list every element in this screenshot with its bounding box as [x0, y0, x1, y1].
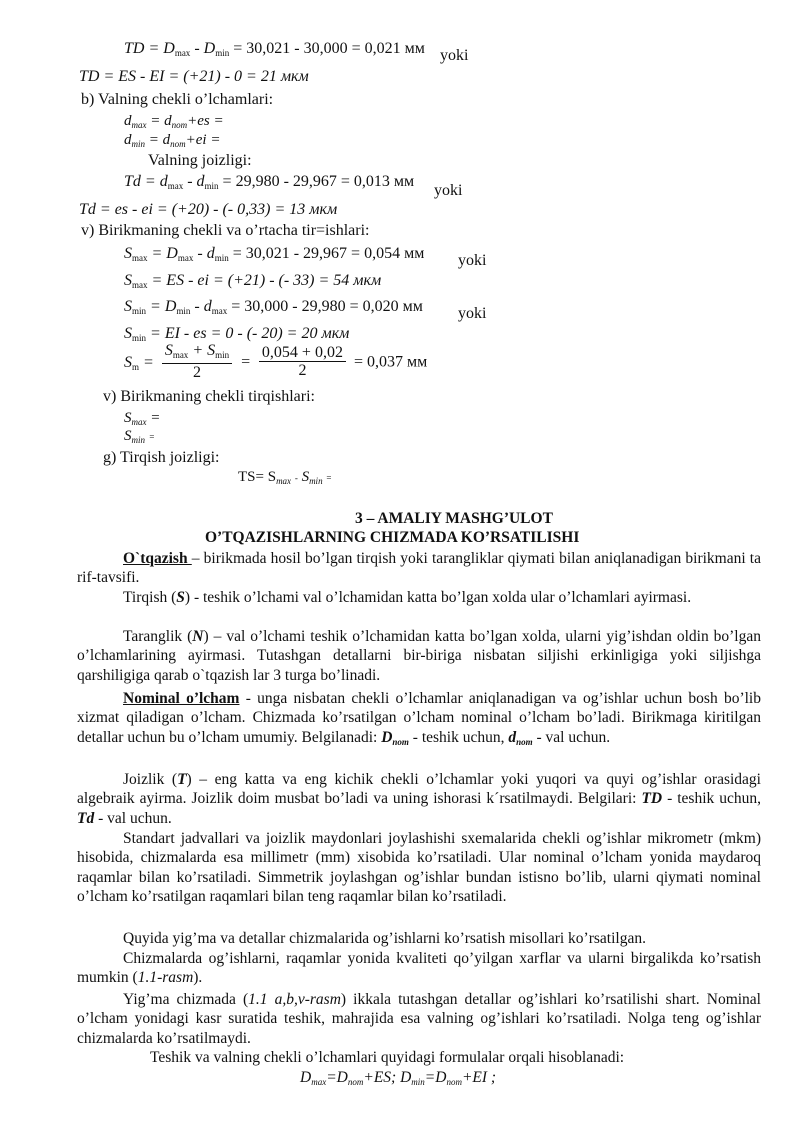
paragraph-chizmalarda: Chizmalarda og’ishlarni, raqamlar yonida kvaliteti qo’yilgan xarflar va ularni birgalikda ko’rsatish mumkin (1.1-rasm). [77, 950, 761, 987]
formula-smin-blank: $S_{min}$ = [124, 428, 155, 445]
formula-limits-hole: Dmax=Dnom+ES; Dmin=Dnom+EI ; [300, 1069, 497, 1087]
formula-ts: $TS= S_{max} - S_{min}$ = [238, 469, 332, 486]
shaft-tolerance-label: Valning joizligi: [148, 152, 252, 169]
sm-fraction-numeric: $\frac{0,054 + 0,02}{2}$ [259, 345, 346, 380]
formula-dmax: $d_{max} = d_{nom}+es$ = [124, 113, 224, 130]
formula-smin-mkm: $S_{min}$ = EI - es = 0 - (- 20) = 20 мкм [124, 325, 350, 343]
formula-td-hole-mkm: TD = ES - EI = (+21) - 0 = 21 мкм [79, 68, 309, 85]
paragraph-quyida: Quyida yig’ma va detallar chizmalarida og’ishlarni ko’rsatish misollari ko’rsatilgan. [123, 930, 646, 947]
paragraph-nominal: Nominal o’lcham - unga nisbatan chekli o’lchamlar aniqlanadigan va og’ishlar uchun bosh bo’lib xizmat qiladigan o’lcham. Chizmada ko’rsatilgan o’lcham nominal o’lcham bo’ladi. Birikmaga kiritilgan detallar uchun bu o’lcham umumiy. Belgilanadi: Dnom - teshik uchun, dnom - val uchun. [77, 690, 761, 747]
yoki-label-1: yoki [440, 47, 469, 64]
paragraph-joizlik: Joizlik (T) – eng katta va eng kichik chekli o’lchamlar yoki yuqori va quyi og’ishlar orasidagi algebraik ayirma. Joizlik doim musbat bo’ladi va uning ishorasi k´rsatilmaydi. Belgilari: TD - teshik uchun, Td - val uchun. [77, 771, 761, 827]
formula-smax-mkm: $S_{max}$ = ES - ei = (+21) - (- 33) = 54 мкм [124, 272, 382, 290]
yoki-label-2: yoki [434, 182, 463, 199]
shaft-limits-label: b) Valning chekli o’lchamlari: [81, 91, 274, 108]
clearance-tolerance-label: g) Tirqish joizligi: [103, 449, 220, 466]
sm-fraction-symbolic: $\frac{S_{max} + S_{min}}{2}$ [162, 343, 232, 382]
paragraph-teshik: Teshik va valning chekli o’lchamlari quyidagi formulalar orqali hisoblanadi: [150, 1049, 625, 1066]
paragraph-yigma: Yig’ma chizmada (1.1 a,b,v-rasm) ikkala tutashgan detallar og’ishlari ko’rsatilishi shart. Nominal o’lcham yonidagi kasr suratida teshik, mahrajida esa valning og’ishlari ko’rsatiladi. Nolga teng og’ishlar chizmalarda ko’rsatilmaydi. [77, 991, 761, 1047]
formula-smin-mm: $S_{min} = D_{min} - d_{max} = 30,000 - 29,980 = 0,020$ мм [124, 298, 423, 316]
section-subtitle: O’TQAZISHLARNING CHIZMADA KO’RSATILISHI [205, 529, 580, 546]
formula-sm-average: $S_m$ = $\frac{S_{max} + S_{min}}{2}$ = $\frac{0,054 + 0,02}{2}$ = 0,037 мм [124, 342, 428, 381]
limit-clearances-label: v) Birikmaning chekli tirqishlari: [103, 388, 315, 405]
clearance-label: v) Birikmaning chekli va o’rtacha tir=ishlari: [81, 222, 370, 239]
formula-dmin: $d_{min} = d_{nom}+ei$ = [124, 132, 221, 149]
formula-td-hole-mm: TD = $D_{max} - D_{min} = 30,021 - 30,000 = 0,021$ мм [124, 40, 425, 58]
formula-smax-mm: $S_{max} = D_{max} - d_{min} = 30,021 - 29,967 = 0,054$ мм [124, 245, 425, 263]
paragraph-taranglik: Taranglik (N) – val o’lchami teshik o’lchamidan katta bo’lgan xolda, ularni yig’ishdan oldin bo’lgan o’lchamlarining ayirmasi. Tutashgan detallarni bir-biriga nisbatan siljishi erkinligiga yoki siljishga qarshiligiga qarab o`tqazish lar 3 turga bo’linadi. [77, 628, 761, 684]
formula-td-shaft-mkm: Td = es - ei = (+20) - (- 0,33) = 13 мкм [79, 201, 338, 218]
section-title: 3 – AMALIY MASHG’ULOT [355, 510, 553, 527]
paragraph-otqazish: O`tqazish – birikmada hosil bo’lgan tirqish yoki tarangliklar qiymati bilan aniqlanadigan birikmani ta rif-tavsifi. [77, 550, 761, 587]
paragraph-standart: Standart jadvallari va joizlik maydonlari joylashishi sxemalarida chekli og’ishlar mikrometr (mkm) hisobida, chizmalarda esa millimetr (mm) xisobida ko’rsatiladi. Ular nominal o’lcham yonida maydaroq raqamlar bilan ko’rsatiladi. Simmetrik joylashgan og’ishlar bundan istisno bo’lib, ularni qiymati nominal o’lcham ko’rsatilgan raqamlari bilan teng raqamlar bilan ko’rsatiladi. [77, 830, 761, 906]
formula-td-shaft-mm: $Td = d_{max} - d_{min} = 29,980 - 29,967 = 0,013$ мм [124, 173, 415, 191]
yoki-label-4: yoki [458, 305, 487, 322]
yoki-label-3: yoki [458, 252, 487, 269]
formula-smax-blank: $S_{max}$ = [124, 410, 161, 427]
paragraph-tirqish: Tirqish (S) - teshik o’lchami val o’lchamidan katta bo’lgan xolda ular o’lchamlari ayirmasi. [123, 589, 692, 606]
